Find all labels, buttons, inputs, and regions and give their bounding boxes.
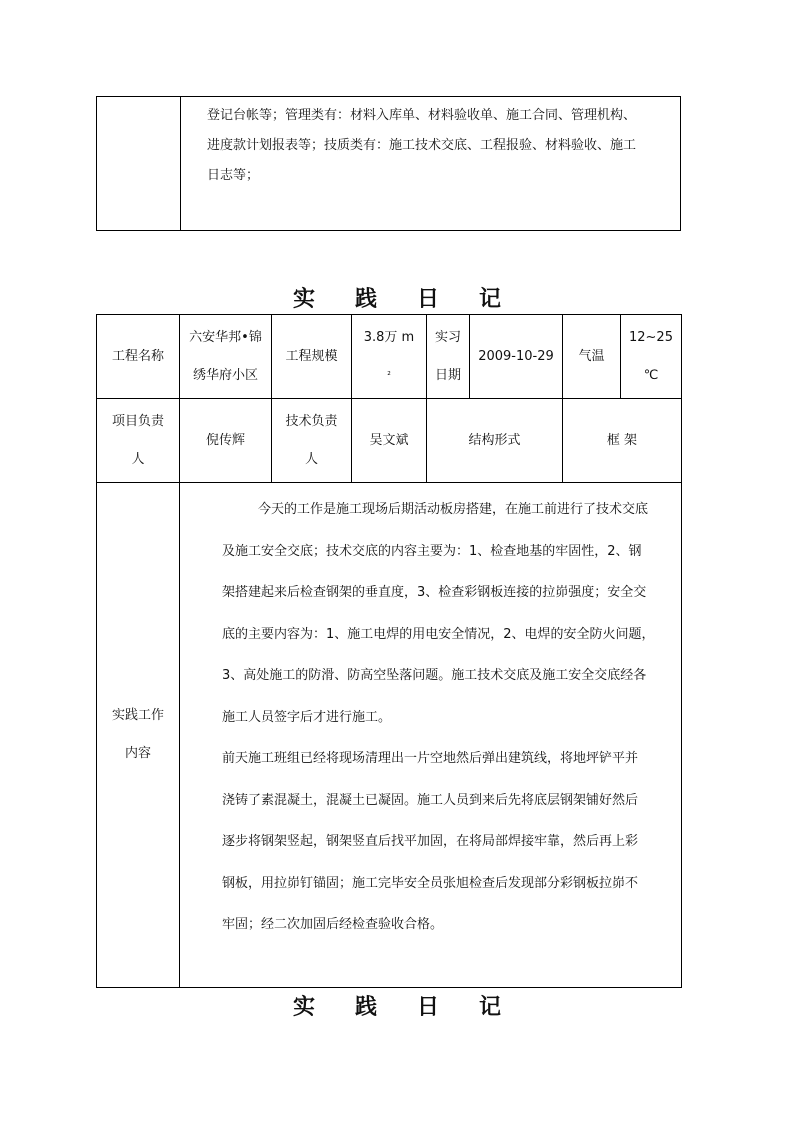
content-line: 3、高处施工的防滑、防高空坠落问题。施工技术交底及施工安全交底经各 — [222, 668, 647, 683]
tech-lead-label — [272, 399, 352, 483]
content-line: 前天施工班组已经将现场清理出一片空地然后弹出建筑线，将地坪铲平并 — [222, 751, 639, 766]
temperature-line: 12~25 — [629, 329, 673, 345]
continuation-line: 登记台帐等；管理类有：材料入库单、材料验收单、施工合同、管理机构、 — [207, 108, 637, 123]
date-value: 2009-10-29 — [470, 315, 563, 399]
content-line: 牢固；经二次加固后经检查验收合格。 — [222, 917, 444, 932]
scale-value — [352, 315, 427, 399]
continuation-line: 日志等； — [207, 168, 260, 183]
page-title: 实践日记 — [292, 287, 541, 312]
continuation-left-cell — [97, 97, 181, 231]
project-name-line: 绣华府小区 — [192, 367, 258, 383]
content-line: 钢板，用拉峁钉锚固；施工完毕安全员张旭检查后发现部分彩钢板拉峁不 — [222, 875, 639, 891]
date-label-line: 实习 — [434, 329, 461, 345]
project-name-value — [180, 315, 272, 399]
table-row — [97, 399, 682, 483]
page-title-bottom: 实践日记 — [292, 995, 541, 1020]
work-content-cell — [180, 483, 682, 988]
table-row — [97, 315, 682, 399]
content-line: 底的主要内容为：1、施工电焊的用电安全情况，2、电焊的安全防火问题， — [222, 626, 655, 642]
content-line: 浇铸了素混凝土，混凝土已凝固。施工人员到来后先将底层钢架铺好然后 — [222, 792, 639, 808]
temperature-value — [621, 315, 682, 399]
temperature-unit: ℃ — [643, 367, 659, 383]
work-content-label-line: 内容 — [124, 746, 151, 761]
date-label-line: 日期 — [434, 367, 461, 383]
project-lead-line: 人 — [131, 451, 145, 467]
content-line: 架搭建起来后检查钢架的垂直度，3、检查彩钢板连接的拉峁强度；安全交 — [222, 585, 647, 600]
continuation-table — [96, 96, 681, 231]
structure-value: 框 架 — [563, 399, 682, 483]
tech-lead-line: 技术负责 — [285, 413, 338, 429]
content-line: 今天的工作是施工现场后期活动板房搭建，在施工前进行了技术交底 — [258, 502, 649, 517]
content-line: 施工人员签字后才进行施工。 — [222, 709, 392, 725]
scale-line: 3.8万 m — [363, 329, 415, 345]
project-name-line: 六安华邦•锦 — [189, 329, 262, 345]
tech-lead-value: 吴文斌 — [352, 399, 427, 483]
project-lead-line: 项目负责 — [111, 413, 164, 429]
temperature-label: 气温 — [563, 315, 621, 399]
diary-table — [96, 314, 682, 988]
scale-unit: ² — [387, 370, 391, 381]
continuation-text-cell — [181, 97, 681, 231]
internship-date-label — [427, 315, 470, 399]
project-name-label: 工程名称 — [97, 315, 180, 399]
project-lead-label — [97, 399, 180, 483]
table-row — [97, 483, 682, 988]
scale-label: 工程规模 — [272, 315, 352, 399]
structure-label: 结构形式 — [427, 399, 563, 483]
continuation-line: 进度款计划报表等；技质类有：施工技术交底、工程报验、材料验收、施工 — [207, 138, 637, 153]
work-content-label-line: 实践工作 — [111, 708, 164, 723]
content-line: 及施工安全交底；技术交底的内容主要为：1、检查地基的牢固性，2、钢 — [222, 543, 642, 559]
tech-lead-line: 人 — [304, 451, 318, 467]
project-lead-value: 倪传辉 — [180, 399, 272, 483]
content-line: 逐步将钢架竖起，钢架竖直后找平加固，在将局部焊接牢靠，然后再上彩 — [222, 834, 639, 849]
work-content-label — [97, 483, 180, 988]
